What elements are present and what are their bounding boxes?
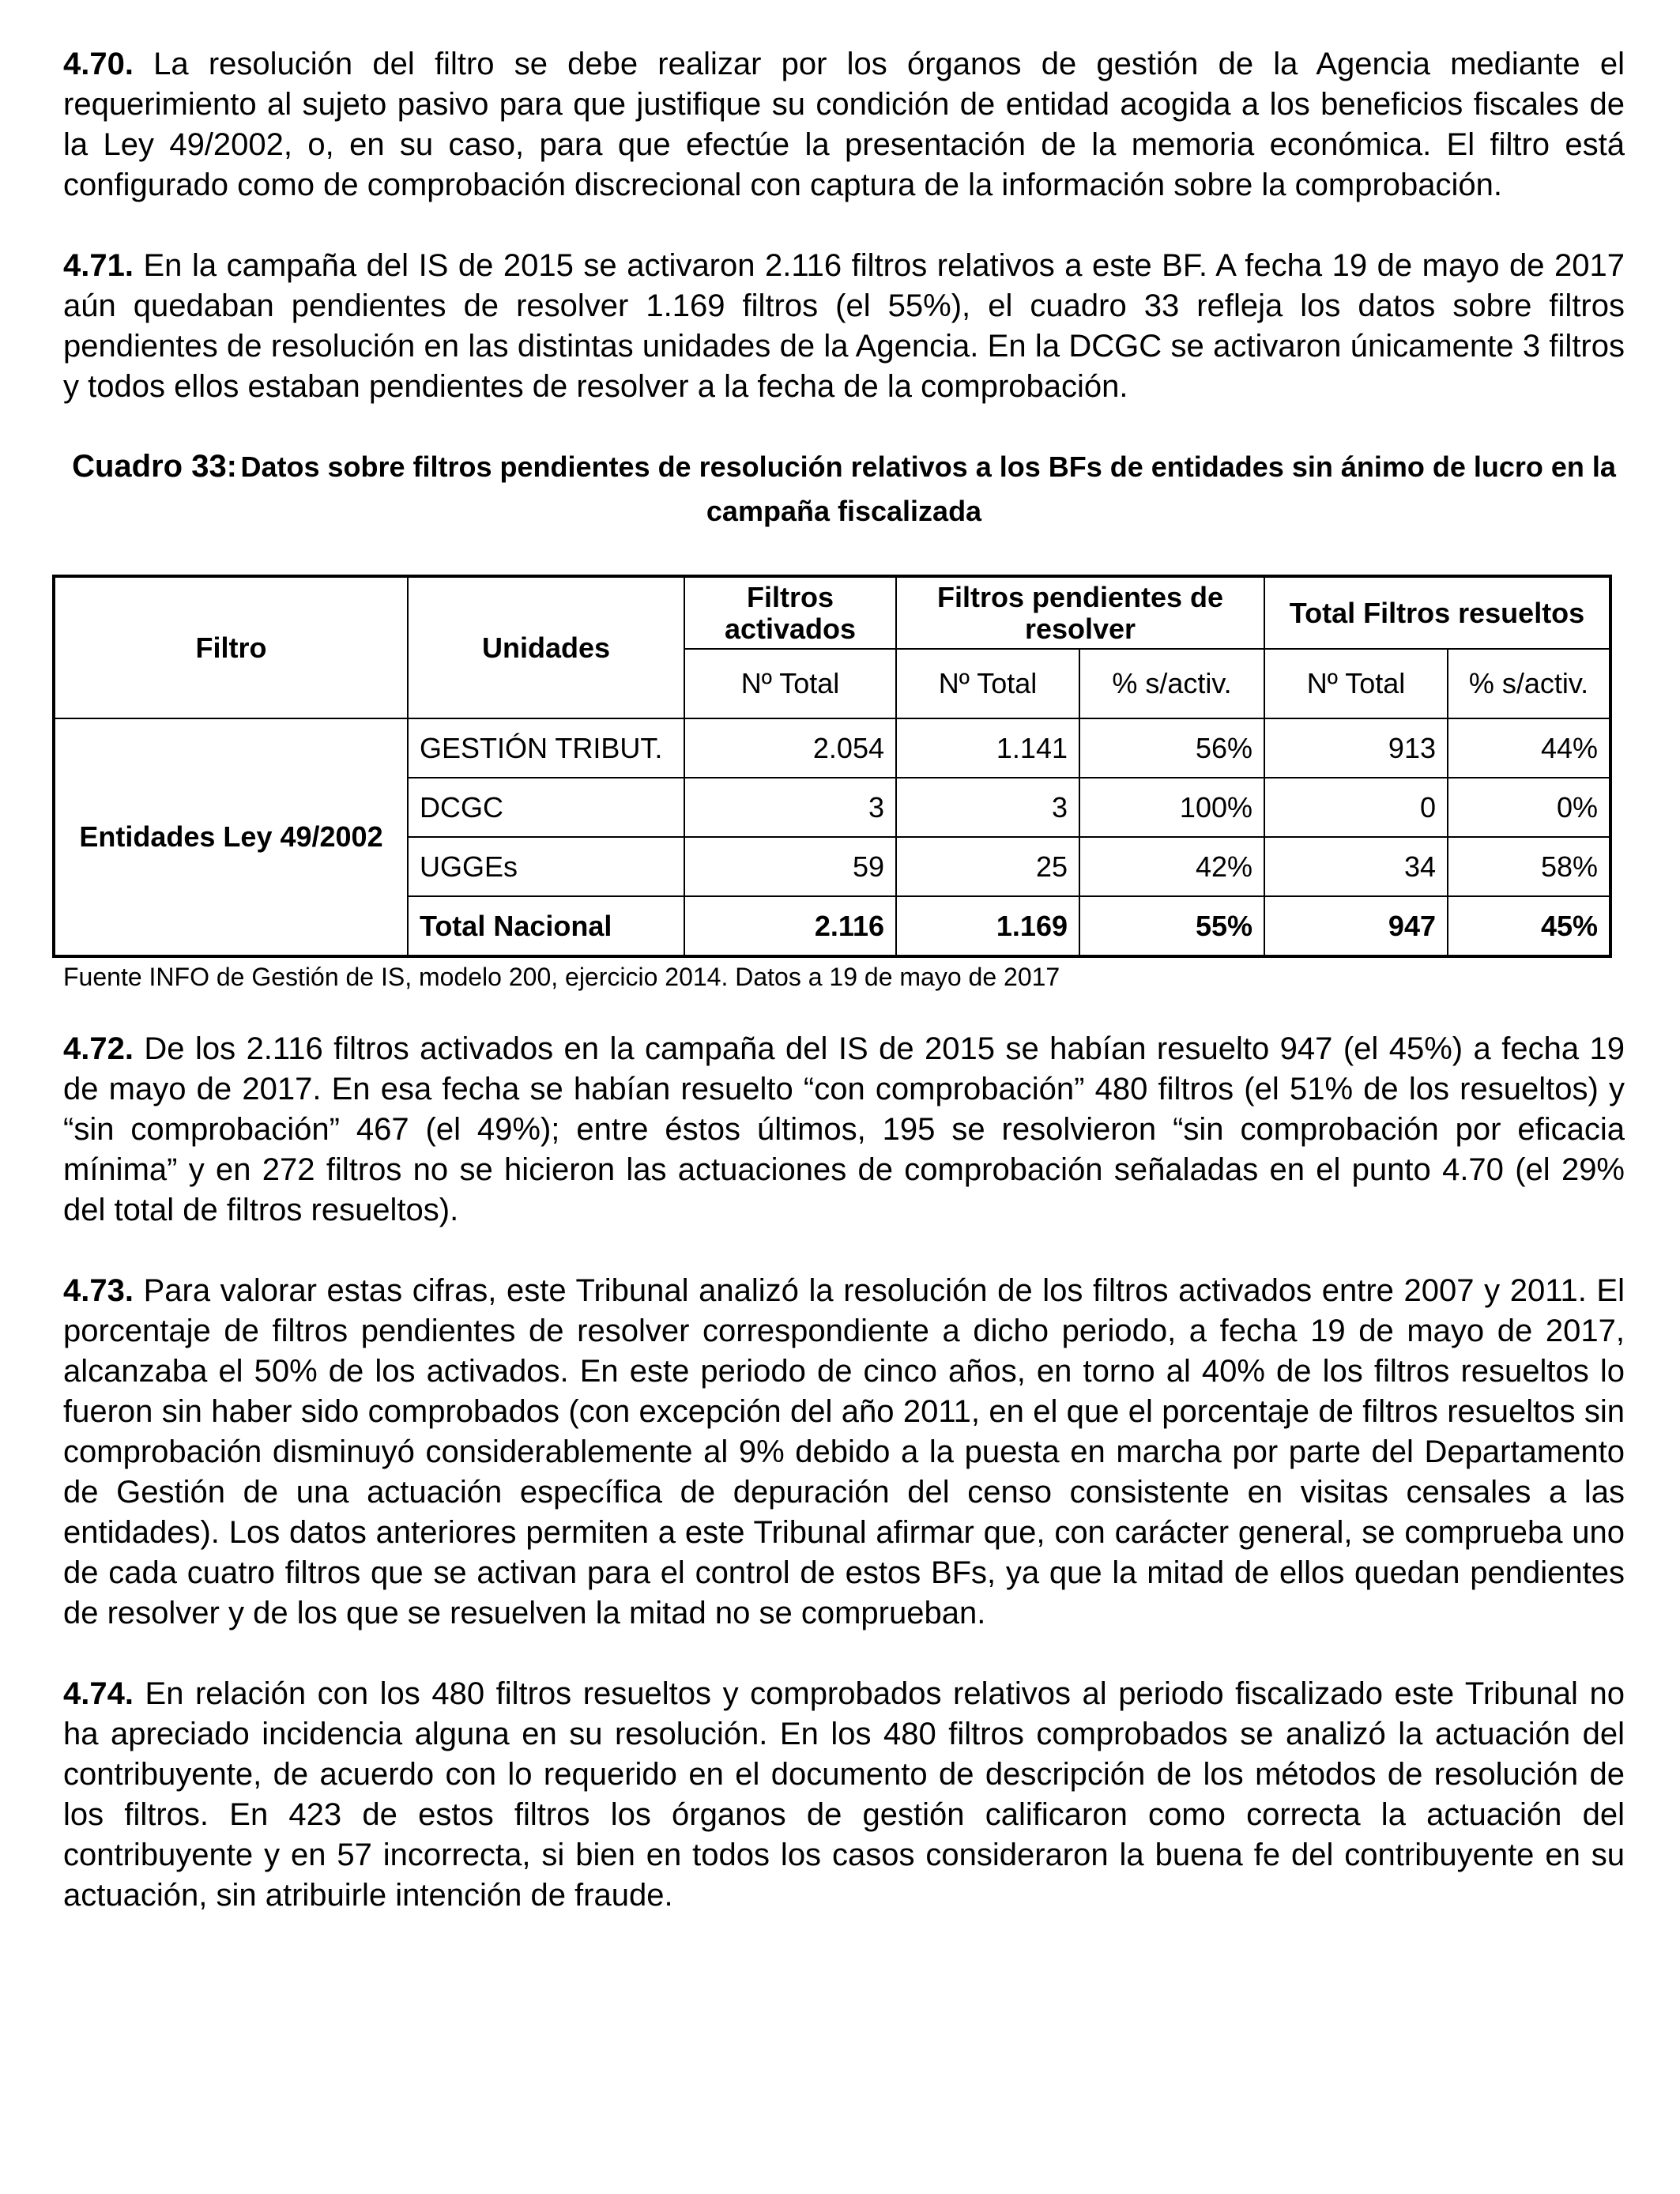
table-caption xyxy=(63,447,1625,537)
subheader-cell: Nº Total xyxy=(896,649,1079,718)
activados-cell: 3 xyxy=(684,778,896,837)
table-row xyxy=(54,718,1610,778)
resueltos-total-cell: 0 xyxy=(1264,778,1448,837)
resueltos-total-cell: 913 xyxy=(1264,718,1448,778)
pendientes-total-cell: 25 xyxy=(896,837,1079,896)
resueltos-pct-cell: 58% xyxy=(1448,837,1610,896)
subheader-cell: % s/activ. xyxy=(1079,649,1264,718)
header-filtro: Filtro xyxy=(54,576,408,718)
resueltos-pct-cell: 44% xyxy=(1448,718,1610,778)
pendientes-pct-cell: 55% xyxy=(1079,896,1264,956)
paragraph-number: 4.72. xyxy=(63,1031,134,1066)
paragraph-number: 4.71. xyxy=(63,248,134,283)
resueltos-total-cell: 947 xyxy=(1264,896,1448,956)
header-filtros-pendientes: Filtros pendientes de resolver xyxy=(896,576,1264,649)
pendientes-pct-cell: 42% xyxy=(1079,837,1264,896)
paragraph-text: La resolución del filtro se debe realizar por los órganos de gestión de la Agencia mediante el requerimiento al sujeto pasivo para que justifique su condición de entidad acogida a los beneficios fiscales de la Ley 49/2002, o, en su caso, para que efectúe la presentación de la memoria económica. El filtro está configurado como de comprobación discrecional con captura de la información sobre la comprobación. xyxy=(63,47,1625,202)
paragraph-text: De los 2.116 filtros activados en la campaña del IS de 2015 se habían resuelto 947 (el 45%) a fecha 19 de mayo de 2017. En esa fecha se habían resuelto “con comprobación” 480 filtros (el 51% de los resueltos) y “sin comprobación” 467 (el 49%); entre éstos últimos, 195 se resolvieron “sin comprobación por eficacia mínima” y en 272 filtros no se hicieron las actuaciones de comprobación señaladas en el punto 4.70 (el 29% del total de filtros resueltos). xyxy=(63,1031,1625,1227)
resueltos-pct-cell: 0% xyxy=(1448,778,1610,837)
pendientes-pct-cell: 100% xyxy=(1079,778,1264,837)
unit-cell: GESTIÓN TRIBUT. xyxy=(408,718,684,778)
unit-cell: UGGEs xyxy=(408,837,684,896)
paragraph-number: 4.74. xyxy=(63,1676,134,1711)
filtro-label-cell: Entidades Ley 49/2002 xyxy=(54,718,408,956)
paragraph-4-73 xyxy=(63,1271,1625,1634)
document-page xyxy=(63,44,1625,1956)
header-filtros-activados: Filtros activados xyxy=(684,576,896,649)
header-row-1 xyxy=(54,576,1610,649)
header-unidades: Unidades xyxy=(408,576,684,718)
pendientes-pct-cell: 56% xyxy=(1079,718,1264,778)
paragraph-4-71 xyxy=(63,246,1625,407)
subheader-cell: Nº Total xyxy=(684,649,896,718)
activados-cell: 59 xyxy=(684,837,896,896)
paragraph-text: En relación con los 480 filtros resueltos y comprobados relativos al periodo fiscalizado este Tribunal no ha apreciado incidencia alguna en su resolución. En los 480 filtros comprobados se analizó la actuación del contribuyente, de acuerdo con lo requerido en el documento de descripción de los métodos de resolución de los filtros. En 423 de estos filtros los órganos de gestión calificaron como correcta la actuación del contribuyente y en 57 incorrecta, si bien en todos los casos consideraron la buena fe del contribuyente en su actuación, sin atribuirle intención de fraude. xyxy=(63,1676,1625,1913)
pendientes-total-cell: 3 xyxy=(896,778,1079,837)
table-container xyxy=(52,575,1609,958)
activados-cell: 2.054 xyxy=(684,718,896,778)
resueltos-total-cell: 34 xyxy=(1264,837,1448,896)
paragraph-4-72 xyxy=(63,1029,1625,1231)
paragraph-text: Para valorar estas cifras, este Tribunal analizó la resolución de los filtros activados entre 2007 y 2011. El porcentaje de filtros pendientes de resolver correspondiente a dicho periodo, a fecha 19 de mayo de 2017, alcanzaba el 50% de los activados. En este periodo de cinco años, en torno al 40% de los filtros resueltos lo fueron sin haber sido comprobados (con excepción del año 2011, en el que el porcentaje de filtros resueltos sin comprobación disminuyó considerablemente al 9% debido a la puesta en marcha por parte del Departamento de Gestión de una actuación específica de depuración del censo consistente en visitas censales a las entidades). Los datos anteriores permiten a este Tribunal afirmar que, con carácter general, se comprueba uno de cada cuatro filtros que se activan para el control de estos BFs, ya que la mitad de ellos quedan pendientes de resolver y de los que se resuelven la mitad no se comprueban. xyxy=(63,1273,1625,1630)
pendientes-total-cell: 1.141 xyxy=(896,718,1079,778)
caption-label: Cuadro 33: xyxy=(72,449,238,484)
caption-text: Datos sobre filtros pendientes de resolución relativos a los BFs de entidades sin ánimo de lucro en la campaña fiscalizada xyxy=(240,450,1616,527)
header-filtros-resueltos: Total Filtros resueltos xyxy=(1264,576,1610,649)
paragraph-text: En la campaña del IS de 2015 se activaron 2.116 filtros relativos a este BF. A fecha 19 de mayo de 2017 aún quedaban pendientes de resolver 1.169 filtros (el 55%), el cuadro 33 refleja los datos sobre filtros pendientes de resolución en las distintas unidades de la Agencia. En la DCGC se activaron únicamente 3 filtros y todos ellos estaban pendientes de resolver a la fecha de la comprobación. xyxy=(63,248,1625,404)
paragraph-number: 4.73. xyxy=(63,1273,134,1308)
pendientes-total-cell: 1.169 xyxy=(896,896,1079,956)
filtros-table xyxy=(52,575,1612,958)
paragraph-4-70 xyxy=(63,44,1625,205)
resueltos-pct-cell: 45% xyxy=(1448,896,1610,956)
subheader-cell: Nº Total xyxy=(1264,649,1448,718)
subheader-cell: % s/activ. xyxy=(1448,649,1610,718)
unit-cell: Total Nacional xyxy=(408,896,684,956)
unit-cell: DCGC xyxy=(408,778,684,837)
paragraph-number: 4.70. xyxy=(63,47,134,81)
paragraph-4-74 xyxy=(63,1674,1625,1916)
table-source-note: Fuente INFO de Gestión de IS, modelo 200, ejercicio 2014. Datos a 19 de mayo de 2017 xyxy=(63,963,1060,991)
activados-cell: 2.116 xyxy=(684,896,896,956)
